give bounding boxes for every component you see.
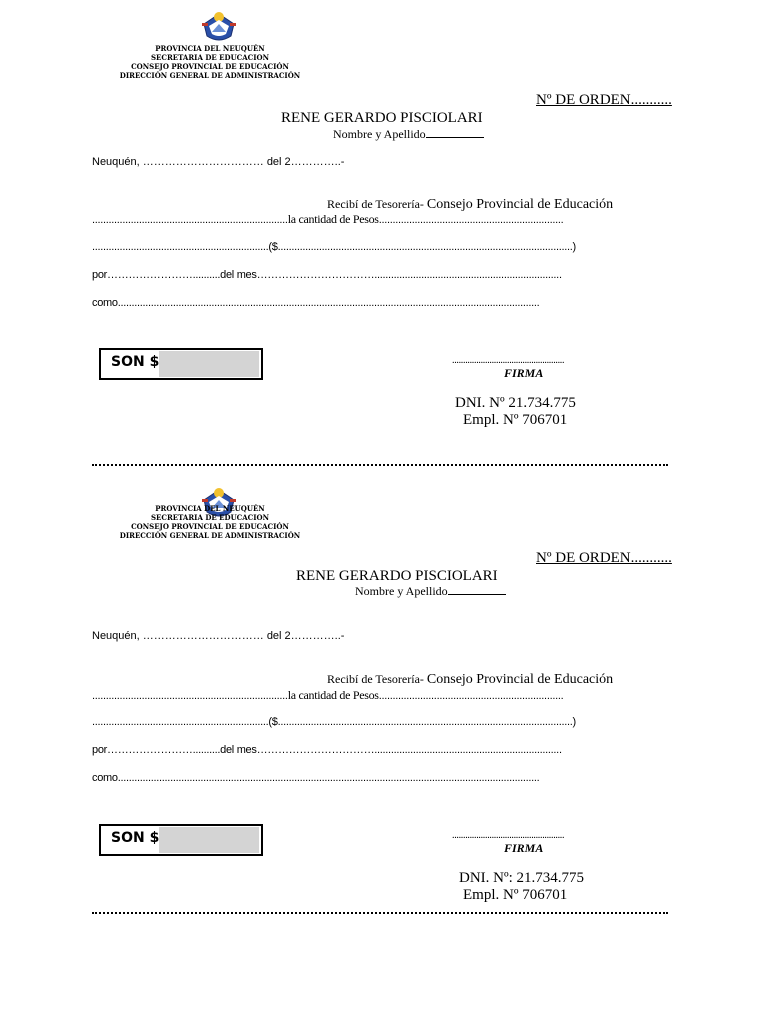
cut-separator	[92, 912, 668, 914]
header-line: CONSEJO PROVINCIAL DE EDUCACIÓN	[131, 62, 289, 71]
header-line: DIRECCIÓN GENERAL DE ADMINISTRACIÓN	[119, 71, 301, 80]
institution-header	[110, 44, 310, 80]
dni-number: DNI. Nº 21.734.775	[455, 395, 576, 411]
pesos-line: ................................................................($...........................................................................................................)	[92, 716, 576, 728]
cut-separator	[92, 464, 668, 466]
header-line: CONSEJO PROVINCIAL DE EDUCACIÓN	[131, 522, 289, 531]
son-label: SON $	[111, 830, 160, 846]
name-underline	[448, 584, 506, 595]
cantidad-right-dots: ...................................................................	[378, 214, 564, 226]
name-underline	[426, 127, 484, 138]
signature-line: ...................................................	[452, 830, 565, 841]
por-mes-line: por……………………..........del mes……………………………....................................................................	[92, 269, 562, 281]
employee-number: Empl. Nº 706701	[463, 887, 568, 903]
employee-number: Empl. Nº 706701	[463, 412, 568, 428]
son-amount-box	[99, 348, 263, 380]
cantidad-left-dots: .......................................................................	[92, 690, 288, 702]
recibi-line	[327, 197, 613, 213]
place-date-line: Neuquén, …………………………… del 2…………..-	[92, 630, 345, 642]
header-line: DIRECCIÓN GENERAL DE ADMINISTRACIÓN	[119, 531, 301, 540]
redacted-amount	[159, 351, 259, 377]
cantidad-line	[92, 212, 563, 227]
header-line: SECRETARIA DE EDUCACION	[150, 513, 270, 522]
cantidad-label: la cantidad de Pesos	[287, 688, 379, 702]
cantidad-line	[92, 688, 563, 703]
institution-header	[110, 504, 310, 540]
name-label-text: Nombre y Apellido	[333, 127, 426, 141]
name-label-text: Nombre y Apellido	[355, 584, 448, 598]
son-label: SON $	[111, 354, 160, 370]
recibi-prefix: Recibí de Tesorería-	[327, 197, 427, 211]
signature-line: ...................................................	[452, 355, 565, 366]
cantidad-label: la cantidad de Pesos	[287, 212, 379, 226]
order-number: Nº DE ORDEN...........	[536, 550, 672, 566]
signature-label: FIRMA	[504, 366, 544, 380]
receipt-2	[0, 476, 768, 946]
header-line: PROVINCIA DEL NEUQUÉN	[155, 44, 265, 53]
order-number: Nº DE ORDEN...........	[536, 92, 672, 108]
signature-label: FIRMA	[504, 841, 544, 855]
employee-name: RENE GERARDO PISCIOLARI	[281, 110, 483, 126]
employee-name: RENE GERARDO PISCIOLARI	[296, 568, 498, 584]
cantidad-right-dots: ...................................................................	[378, 690, 564, 702]
son-amount-box	[99, 824, 263, 856]
header-line: SECRETARIA DE EDUCACION	[150, 53, 270, 62]
recibi-entity: Consejo Provincial de Educación	[426, 197, 614, 212]
recibi-prefix: Recibí de Tesorería-	[327, 672, 427, 686]
receipt-1	[0, 0, 768, 470]
redacted-amount	[159, 827, 259, 853]
por-mes-line: por……………………..........del mes……………………………....................................................................	[92, 744, 562, 756]
header-line: PROVINCIA DEL NEUQUÉN	[155, 504, 265, 513]
dni-number: DNI. Nº: 21.734.775	[459, 870, 585, 886]
como-line: como.........................................................................................................................................................	[92, 772, 540, 784]
recibi-entity: Consejo Provincial de Educación	[426, 672, 614, 687]
recibi-line	[327, 672, 613, 688]
pesos-line: ................................................................($...........................................................................................................)	[92, 241, 576, 253]
cantidad-left-dots: .......................................................................	[92, 214, 288, 226]
name-label	[333, 127, 484, 142]
provincial-crest-logo	[200, 10, 238, 44]
place-date-line: Neuquén, …………………………… del 2…………..-	[92, 156, 345, 168]
name-label	[355, 584, 506, 599]
como-line: como.........................................................................................................................................................	[92, 297, 540, 309]
